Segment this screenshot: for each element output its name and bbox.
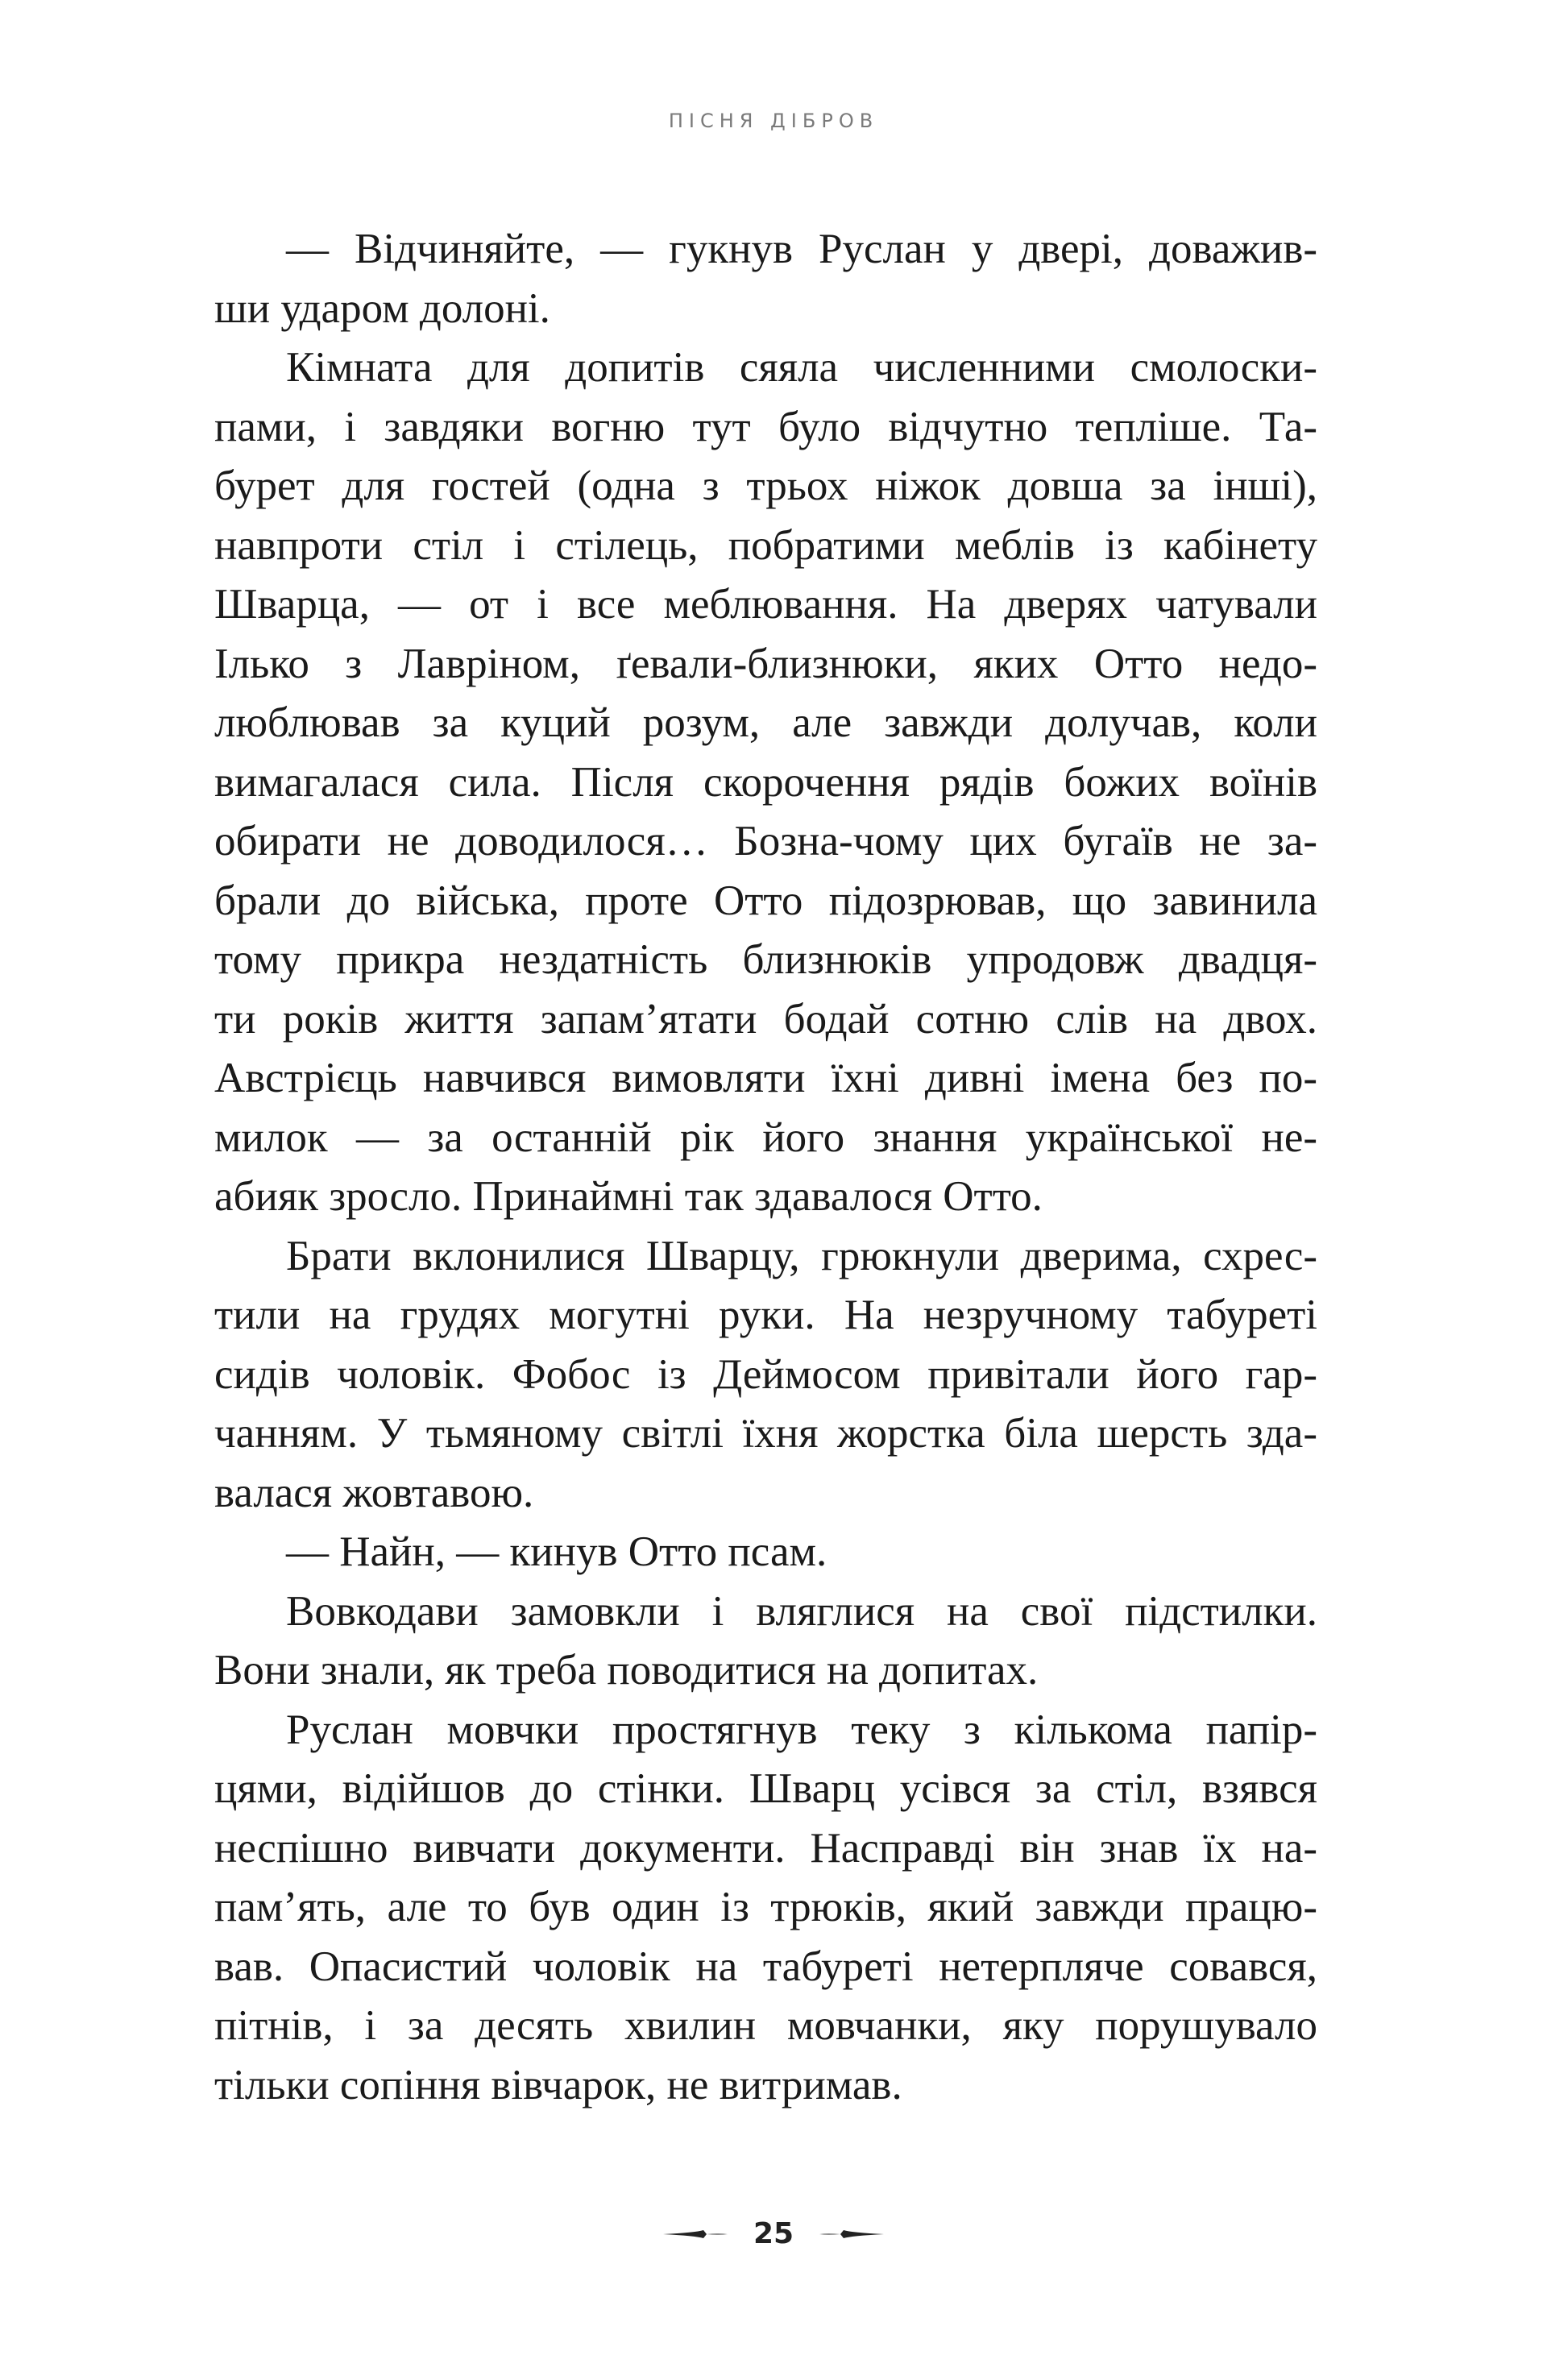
text-line: Вони знали, як треба поводитися на допитах. <box>214 1647 1039 1694</box>
text-line: цями, відійшов до стінки. Шварц усівся за стіл, взявся <box>214 1765 1317 1812</box>
text-line: милок — за останній рік його знання української не- <box>214 1113 1317 1161</box>
text-line: ти років життя запам’ятати бодай сотню слів на двох. <box>214 995 1317 1043</box>
text-line: бурет для гостей (одна з трьох ніжок довша за інші), <box>214 462 1317 509</box>
text-line: навпроти стіл і стілець, побратими меблів із кабінету <box>214 521 1317 569</box>
text-line: брали до війська, проте Отто підозрював, що завинила <box>214 877 1317 924</box>
text-line: сидів чоловік. Фобос із Деймосом привітали його гар- <box>214 1350 1317 1398</box>
text-line: пам’ять, але то був один із трюків, який завжди працю- <box>214 1884 1317 1930</box>
text-line: неспішно вивчати документи. Насправді він знав їх на- <box>214 1824 1317 1872</box>
text-line: валася жовтавою. <box>214 1469 534 1516</box>
ornament-left-icon <box>663 2230 728 2238</box>
text-line: чанням. У тьмяному світлі їхня жорстка біла шерсть зда- <box>214 1410 1317 1457</box>
text-line: пами, і завдяки вогню тут було відчутно тепліше. Та- <box>214 403 1317 450</box>
text-line: — Відчиняйте, — гукнув Руслан у двері, доважив- <box>286 226 1317 272</box>
folio <box>0 2217 1547 2250</box>
text-line: Шварца, — от і все меблювання. На дверях чатували <box>214 581 1317 628</box>
text-line: обирати не доводилося… Бозна-чому цих бугаїв не за- <box>214 818 1317 865</box>
text-line: Австрієць навчився вимовляти їхні дивні імена без по- <box>214 1055 1317 1101</box>
text-line: тому прикра нездатність близнюків упродовж двадця- <box>214 936 1317 983</box>
text-line: Кімната для допитів сяяла численними смолоски- <box>286 344 1317 391</box>
text-line: люблював за куций розум, але завжди долучав, коли <box>214 699 1317 746</box>
text-line: Ілько з Лавріном, ґевали-близнюки, яких Отто недо- <box>214 640 1317 687</box>
text-line: — Найн, — кинув Отто псам. <box>286 1528 827 1575</box>
text-line: тільки сопіння вівчарок, не витримав. <box>214 2061 902 2108</box>
text-line: ши ударом долоні. <box>214 284 550 332</box>
text-line: пітнів, і за десять хвилин мовчанки, яку порушувало <box>214 2002 1317 2049</box>
text-line: вимагалася сила. Після скорочення рядів божих воїнів <box>214 758 1317 806</box>
page-number: 25 <box>753 2217 794 2250</box>
text-line: Руслан мовчки простягнув теку з кількома папір- <box>286 1706 1317 1753</box>
text-line: вав. Опасистий чоловік на табуреті нетерпляче совався, <box>214 1943 1317 1990</box>
text-line: Брати вклонилися Шварцу, грюкнули дверима, схрес- <box>286 1232 1317 1279</box>
text-line: Вовкодави замовкли і вляглися на свої підстилки. <box>286 1587 1317 1635</box>
body-text <box>214 220 1317 2115</box>
running-head: ПІСНЯ ДІБРОВ <box>668 110 879 132</box>
text-line: тили на грудях могутні руки. На незручному табуреті <box>214 1292 1317 1338</box>
text-line: абияк зросло. Принаймні так здавалося Отто. <box>214 1173 1043 1220</box>
ornament-right-icon <box>819 2230 884 2238</box>
